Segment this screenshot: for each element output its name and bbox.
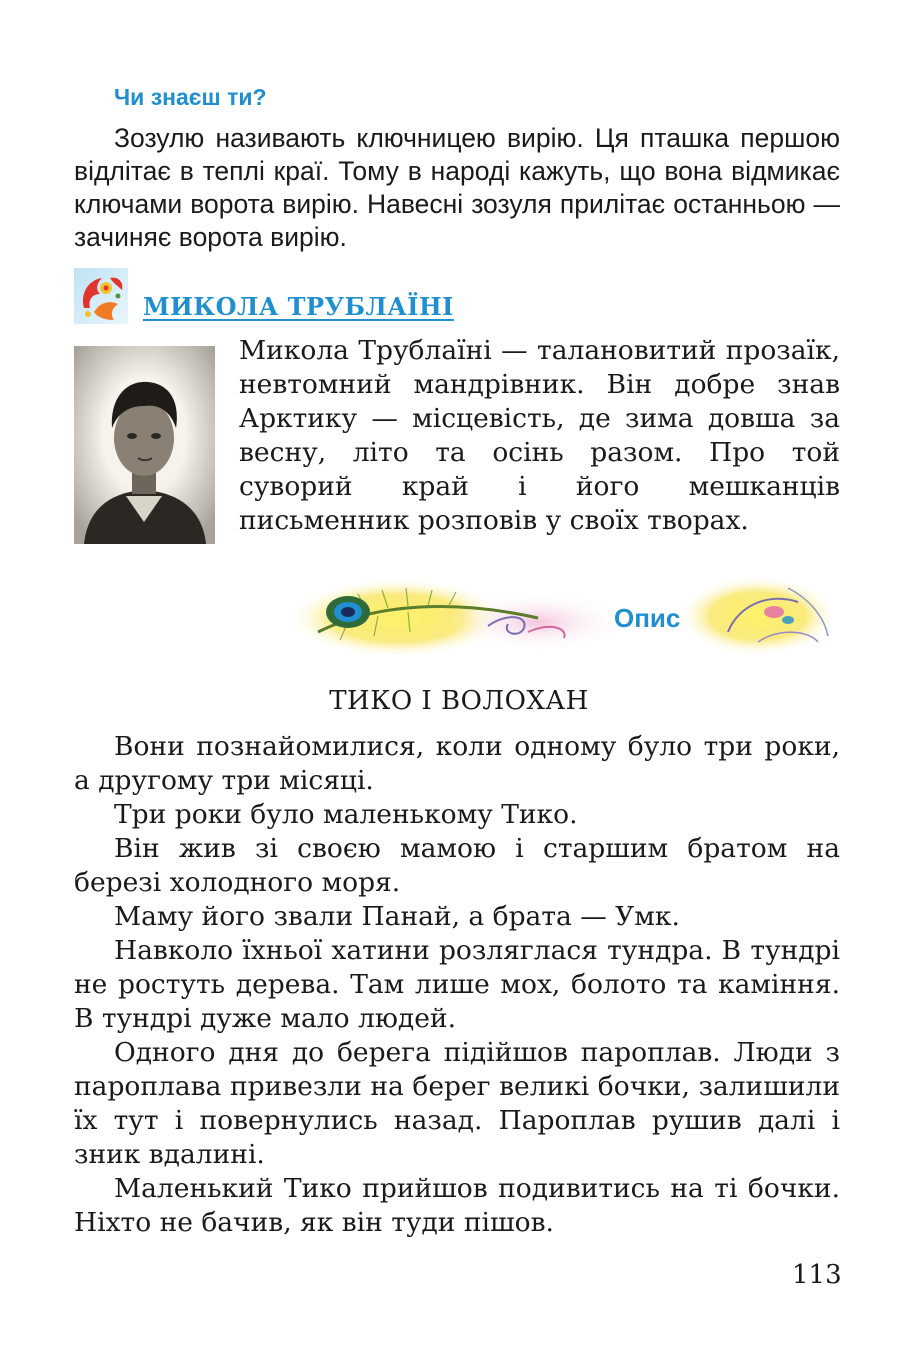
story-paragraph: Навколо їхньої хатини розляглася тундра. В тундрі не ростуть дерева. Там лише мох, болото та каміння. В тундрі дуже мало людей. xyxy=(74,935,840,1034)
section-label: Опис xyxy=(614,603,681,633)
story-body xyxy=(74,730,840,1240)
story-paragraph: Три роки було маленькому Тико. xyxy=(114,799,578,830)
folk-ornament-icon xyxy=(74,268,128,324)
story-paragraph: Він жив зі своєю мамою і старшим братом на березі холодного моря. xyxy=(74,833,840,898)
story-paragraph: Одного дня до берега підійшов пароплав. Люди з пароплава привезли на берег великі бочки, залишили їх тут і повернулись назад. Пароплав рушив далі і зник вдалині. xyxy=(74,1037,840,1170)
did-you-know-heading: Чи знаєш ти? xyxy=(114,84,267,110)
peacock-feather-banner xyxy=(288,572,848,664)
story-paragraph: Маленький Тико прийшов подивитись на ті бочки. Ніхто не бачив, як він туди пішов. xyxy=(74,1173,840,1238)
story-paragraph: Вони познайомилися, коли одному було три роки, а другому три місяці. xyxy=(74,731,840,796)
author-name-link[interactable]: МИКОЛА ТРУБЛАЇНІ xyxy=(143,292,454,321)
author-portrait xyxy=(74,346,215,544)
author-bio: Микола Трублаїні — талановитий прозаїк, невтомний мандрівник. Він добре знав Арктику — місцевість, де зима довша за весну, літо та осінь разом. Про той суворий край і його мешканців письменник розповів у своїх творах. xyxy=(239,335,840,536)
page-number: 113 xyxy=(792,1260,842,1290)
did-you-know-text: Зозулю називають ключницею вирію. Ця пташка першою відлітає в теплі краї. Тому в народі кажуть, що вона відмикає ключами ворота вирію. Навесні зозуля прилітає останньою — зачиняє ворота вирію. xyxy=(74,123,840,252)
story-title: ТИКО І ВОЛОХАН xyxy=(329,686,589,716)
story-paragraph: Маму його звали Панай, а брата — Умк. xyxy=(114,901,680,932)
